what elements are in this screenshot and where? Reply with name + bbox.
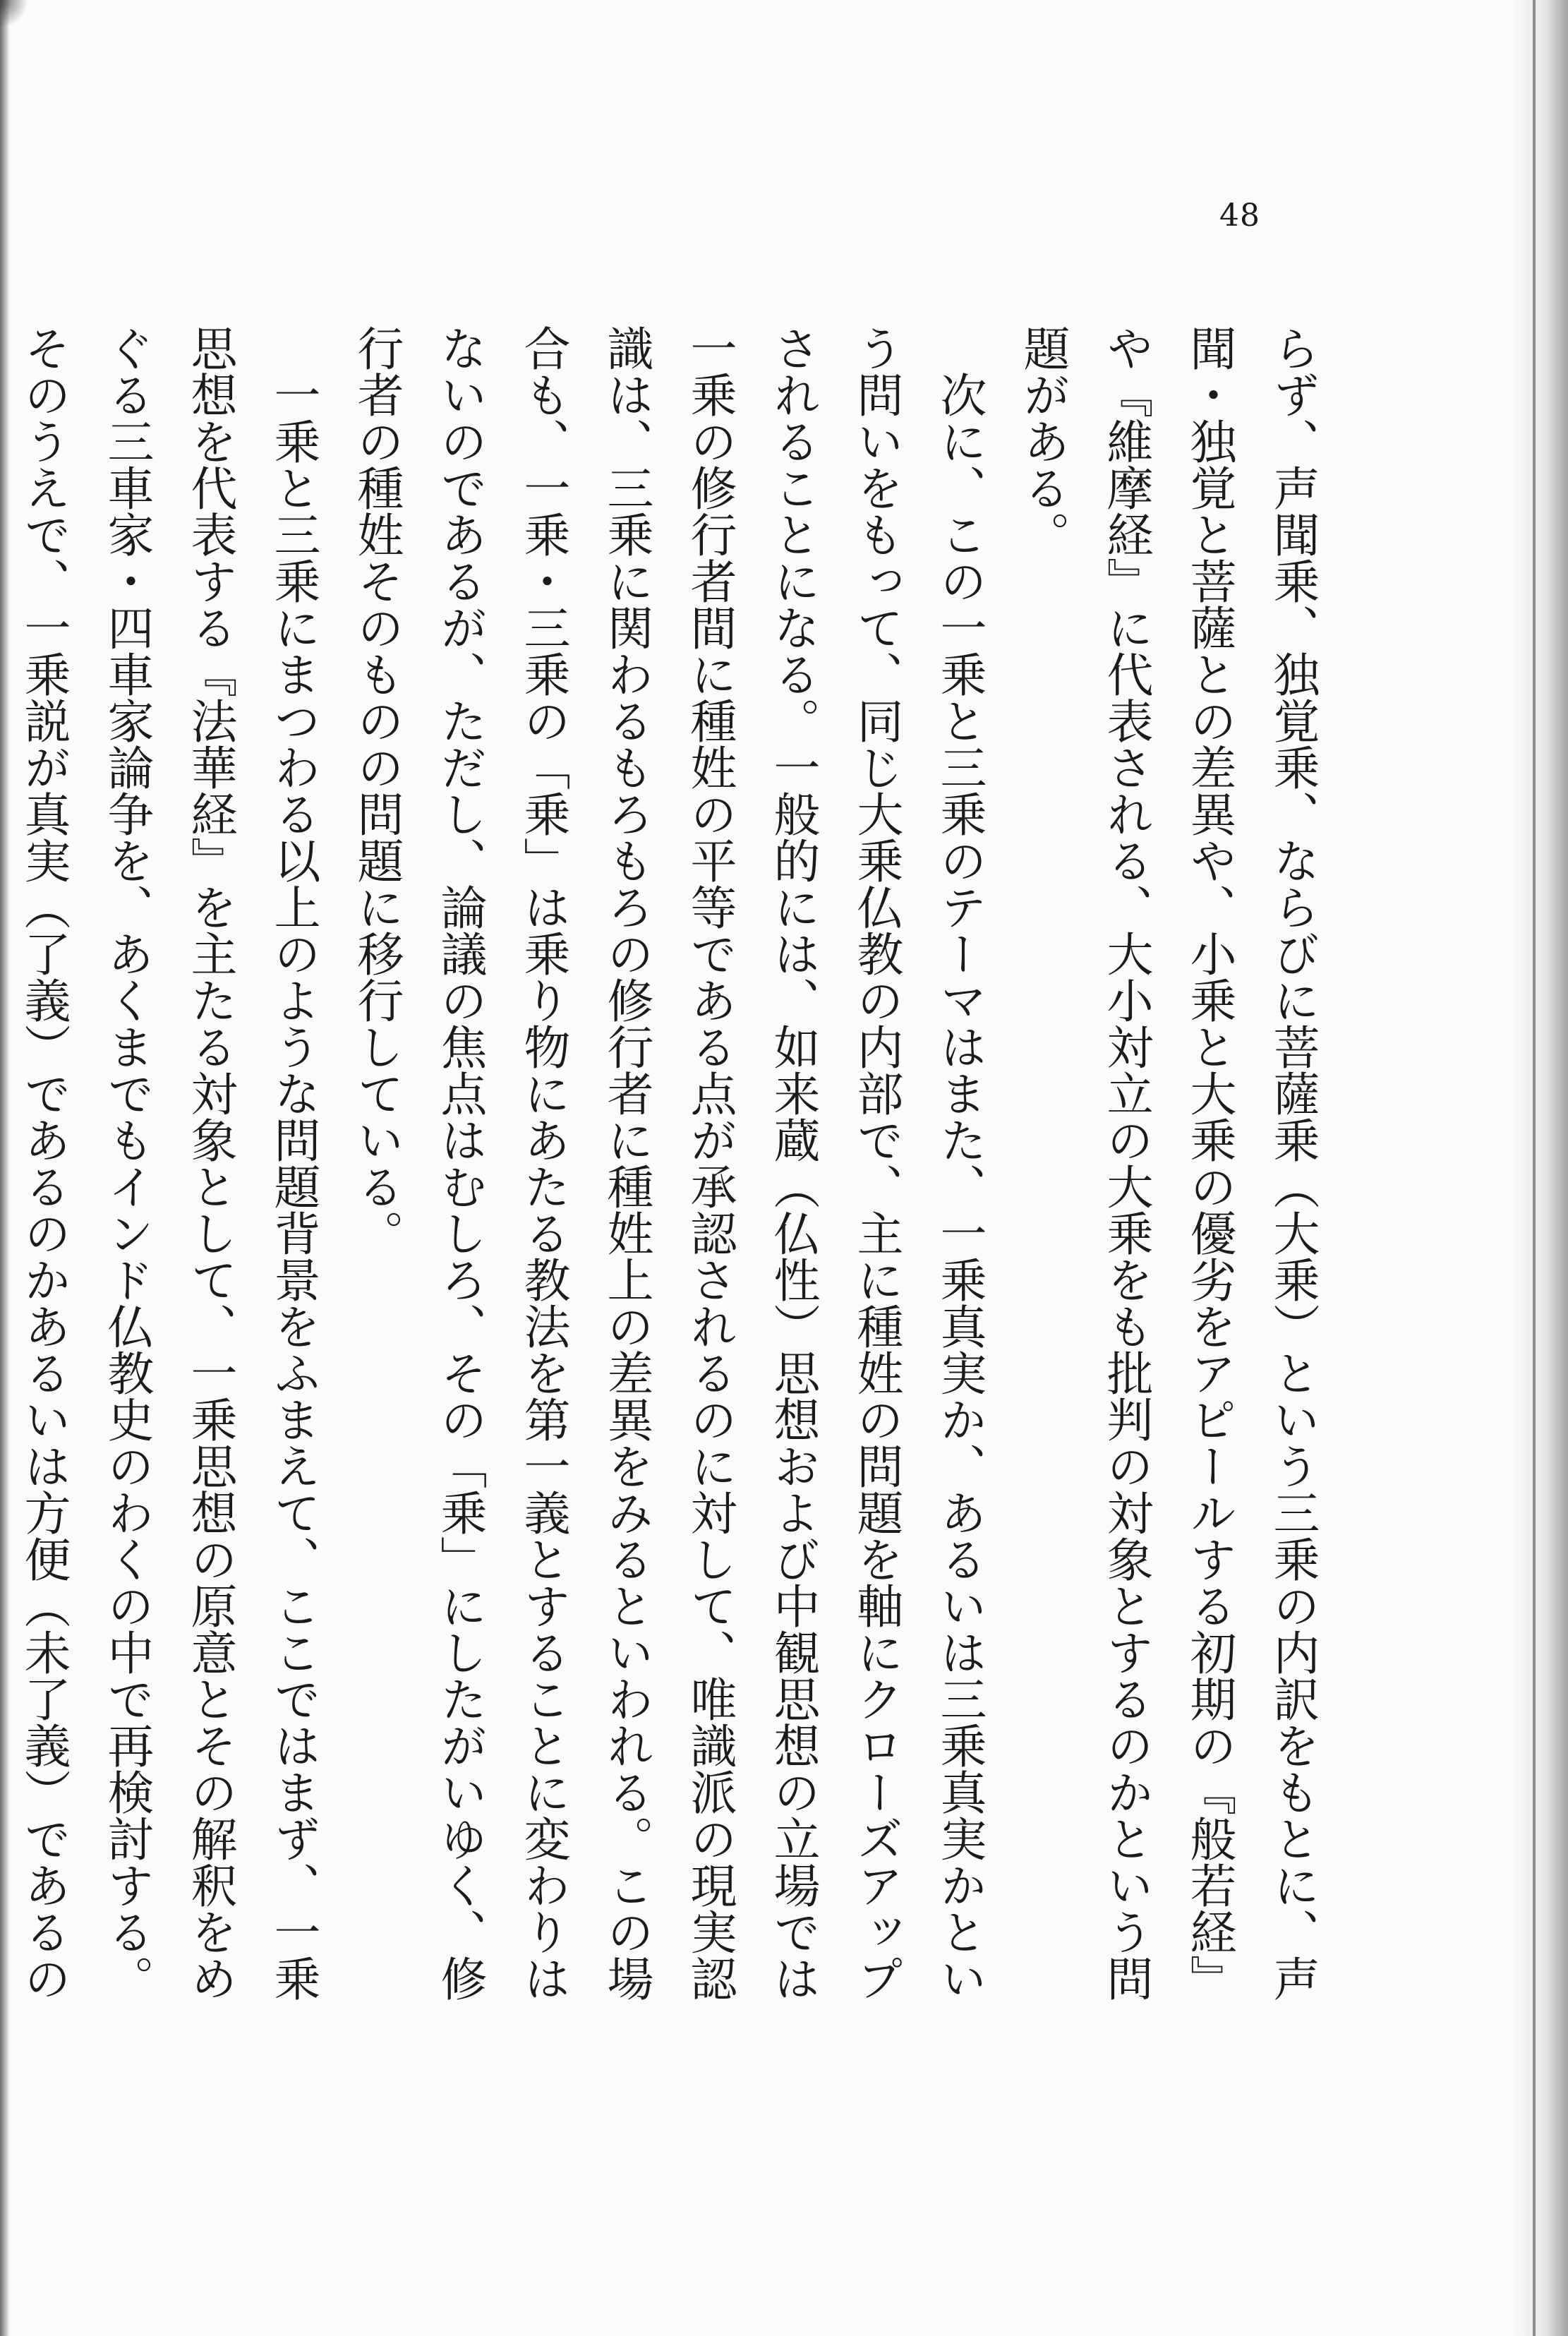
paragraph-1: らず、声聞乗、独覚乗、ならびに菩薩乗（大乗）という三乗の内訳をもとに、声聞・独覚と菩薩との差異や、小乗と大乗の優劣をアピールする初期の『般若経』や『維摩経』に代表される、大小対立の大乗をも批判の対象とするのかという問題がある。 xyxy=(1015,325,1320,2001)
vertical-text-body xyxy=(16,325,1334,2040)
scan-edge-right xyxy=(1512,0,1568,2336)
page-number: 48 xyxy=(1219,198,1260,234)
scan-binding-line xyxy=(1533,0,1536,2336)
paragraph-2: 次に、この一乗と三乗のテーマはまた、一乗真実か、あるいは三乗真実かという問いをもって、同じ大乗仏教の内部で、主に種姓の問題を軸にクローズアップされることになる。一般的には、如来蔵（仏性）思想および中観思想の立場では一乗の修行者間に種姓の平等である点が承認されるのに対して、唯識派の現実認識は、三乗に関わるもろもろの修行者に種姓上の差異をみるといわれる。この場合も、一乗・三乗の「乗」は乗り物にあたる教法を第一義とすることに変わりはないのであるが、ただし、論議の焦点はむしろ、その「乗」にしたがいゆく、修行者の種姓そのものの問題に移行している。 xyxy=(349,325,987,2001)
paragraph-3: 一乗と三乗にまつわる以上のような問題背景をふまえて、ここではまず、一乗思想を代表する『法華経』を主たる対象として、一乗思想の原意とその解釈をめぐる三車家・四車家論争を、あくまでもインド仏教史のわくの中で再検討する。そのうえで、一乗説が真実（了義）であるのかあるいは方便（未了義）であるの xyxy=(16,325,320,2001)
scan-corner xyxy=(0,0,28,28)
